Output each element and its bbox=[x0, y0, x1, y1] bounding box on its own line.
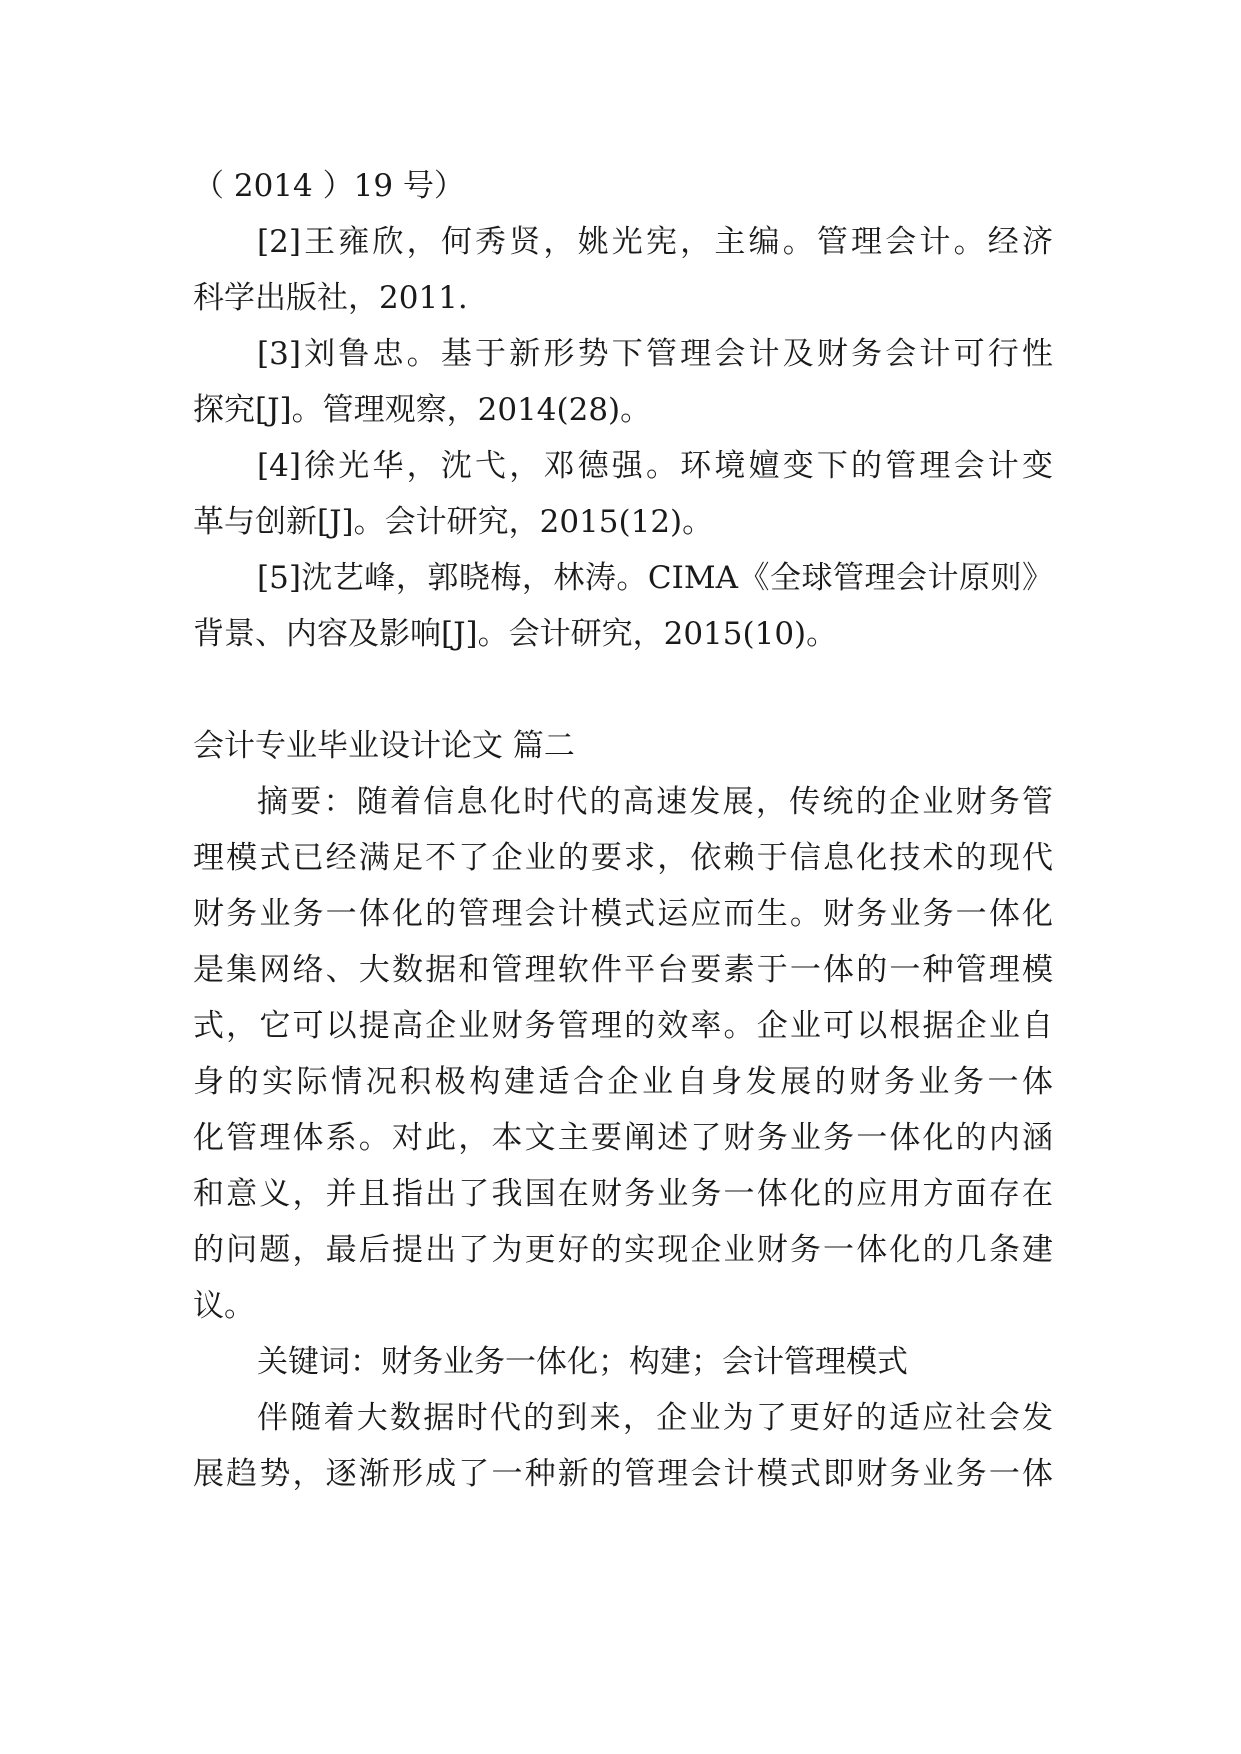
abstract-line: 财务业务一体化的管理会计模式运应而生。财务业务一体化 bbox=[193, 896, 1053, 932]
reference-2-line-2: 科学出版社，2011. bbox=[193, 280, 468, 316]
reference-3-line-1: [3]刘鲁忠。基于新形势下管理会计及财务会计可行性 bbox=[257, 336, 1053, 372]
abstract-line: 化管理体系。对此，本文主要阐述了财务业务一体化的内涵 bbox=[193, 1120, 1053, 1156]
abstract-line: 和意义，并且指出了我国在财务业务一体化的应用方面存在 bbox=[193, 1176, 1053, 1212]
abstract-line: 摘要：随着信息化时代的高速发展，传统的企业财务管 bbox=[257, 784, 1053, 820]
abstract-line: 身的实际情况积极构建适合企业自身发展的财务业务一体 bbox=[193, 1064, 1053, 1100]
reference-1-tail: （ 2014 ）19 号） bbox=[193, 168, 465, 204]
abstract-line: 理模式已经满足不了企业的要求，依赖于信息化技术的现代 bbox=[193, 840, 1053, 876]
abstract-line: 式，它可以提高企业财务管理的效率。企业可以根据企业自 bbox=[193, 1008, 1053, 1044]
body-line: 展趋势，逐渐形成了一种新的管理会计模式即财务业务一体 bbox=[193, 1456, 1053, 1492]
reference-5-line-2: 背景、内容及影响[J]。会计研究，2015(10)。 bbox=[193, 616, 838, 652]
document-page bbox=[193, 158, 1053, 1502]
section-title: 会计专业毕业设计论文 篇二 bbox=[193, 728, 575, 764]
reference-4-line-1: [4]徐光华，沈弋，邓德强。环境嬗变下的管理会计变 bbox=[257, 448, 1053, 484]
abstract-line: 是集网络、大数据和管理软件平台要素于一体的一种管理模 bbox=[193, 952, 1053, 988]
reference-5-line-1: [5]沈艺峰，郭晓梅，林涛。CIMA《全球管理会计原则》 bbox=[257, 560, 1053, 596]
body-line: 伴随着大数据时代的到来，企业为了更好的适应社会发 bbox=[257, 1400, 1053, 1436]
keywords-line: 关键词：财务业务一体化；构建；会计管理模式 bbox=[257, 1344, 908, 1380]
reference-3-line-2: 探究[J]。管理观察，2014(28)。 bbox=[193, 392, 652, 428]
section-spacer bbox=[193, 662, 1053, 718]
abstract-line: 议。 bbox=[193, 1288, 255, 1324]
reference-4-line-2: 革与创新[J]。会计研究，2015(12)。 bbox=[193, 504, 714, 540]
reference-2-line-1: [2]王雍欣，何秀贤，姚光宪，主编。管理会计。经济 bbox=[257, 224, 1053, 260]
abstract-line: 的问题，最后提出了为更好的实现企业财务一体化的几条建 bbox=[193, 1232, 1053, 1268]
